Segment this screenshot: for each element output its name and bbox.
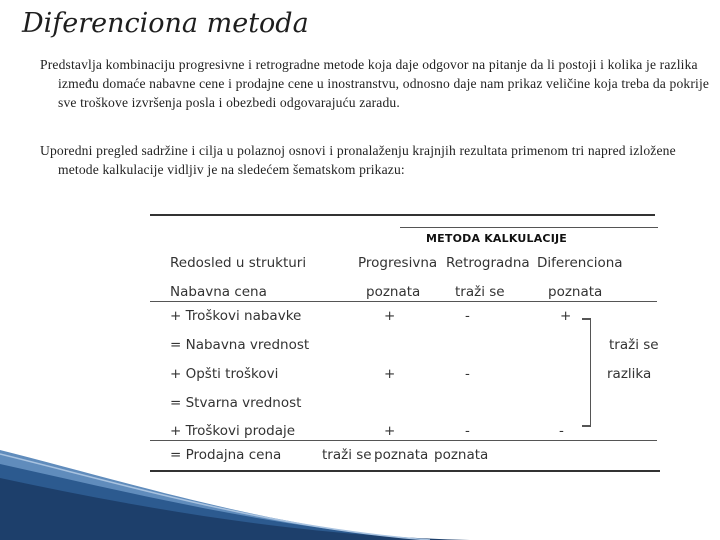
row-label: Nabavna cena bbox=[170, 284, 267, 300]
cell-retrogradna: - bbox=[465, 423, 470, 439]
decorative-wave-graphic bbox=[0, 450, 720, 540]
cell-progresivna: + bbox=[384, 423, 396, 439]
bracket-top-tick bbox=[582, 318, 591, 320]
column-header-progresivna: Progresivna bbox=[358, 255, 438, 271]
cell-retrogradna: poznata bbox=[374, 447, 429, 463]
row-label: + Troškovi nabavke bbox=[170, 308, 302, 324]
cell-progresivna: + bbox=[384, 308, 396, 324]
cell-diferenciona: poznata bbox=[434, 447, 489, 463]
difference-bracket bbox=[590, 318, 591, 426]
column-header-structure: Redosled u strukturi bbox=[170, 255, 307, 271]
bracket-bottom-tick bbox=[582, 425, 591, 427]
cell-diferenciona: poznata bbox=[548, 284, 603, 300]
bracket-label-razlika: razlika bbox=[607, 366, 652, 382]
column-header-retrogradna: Retrogradna bbox=[446, 255, 530, 271]
cell-retrogradna: traži se bbox=[455, 284, 505, 300]
cell-progresivna: + bbox=[384, 366, 396, 382]
column-header-diferenciona: Diferenciona bbox=[537, 255, 623, 271]
overview-paragraph: Uporedni pregled sadržine i cilja u polaznoj osnovi i pronalaženju krajnjih rezultata primenom tri napred izložene metode kalkulacije vidljiv je na sledećem šematskom prikazu: bbox=[40, 143, 676, 177]
calculation-methods-table bbox=[150, 214, 660, 474]
row-label: + Opšti troškovi bbox=[170, 366, 279, 382]
cell-diferenciona: + bbox=[560, 308, 572, 324]
intro-paragraph: Predstavlja kombinaciju progresivne i retrogradne metode koja daje odgovor na pitanje da li postoji i kolika je razlika između domaće nabavne cene i prodajne cene u inostranstvu, odnosno daje nam prikaz veličine koja treba da pokrije sve troškove izvršenja posla i obezbedi odgovarajuću zaradu. bbox=[40, 57, 710, 110]
cell-progresivna: poznata bbox=[366, 284, 421, 300]
group-header: METODA KALKULACIJE bbox=[426, 232, 567, 245]
row-label: + Troškovi prodaje bbox=[170, 423, 296, 439]
cell-diferenciona: - bbox=[559, 423, 564, 439]
row-label: = Prodajna cena bbox=[170, 447, 282, 463]
bracket-label-traži-se: traži se bbox=[609, 337, 659, 353]
row-label: = Stvarna vrednost bbox=[170, 395, 302, 411]
cell-retrogradna: - bbox=[465, 366, 470, 382]
cell-progresivna: traži se bbox=[322, 447, 372, 463]
slide-title: Diferenciona metoda bbox=[22, 8, 309, 39]
row-label: = Nabavna vrednost bbox=[170, 337, 310, 353]
cell-retrogradna: - bbox=[465, 308, 470, 324]
